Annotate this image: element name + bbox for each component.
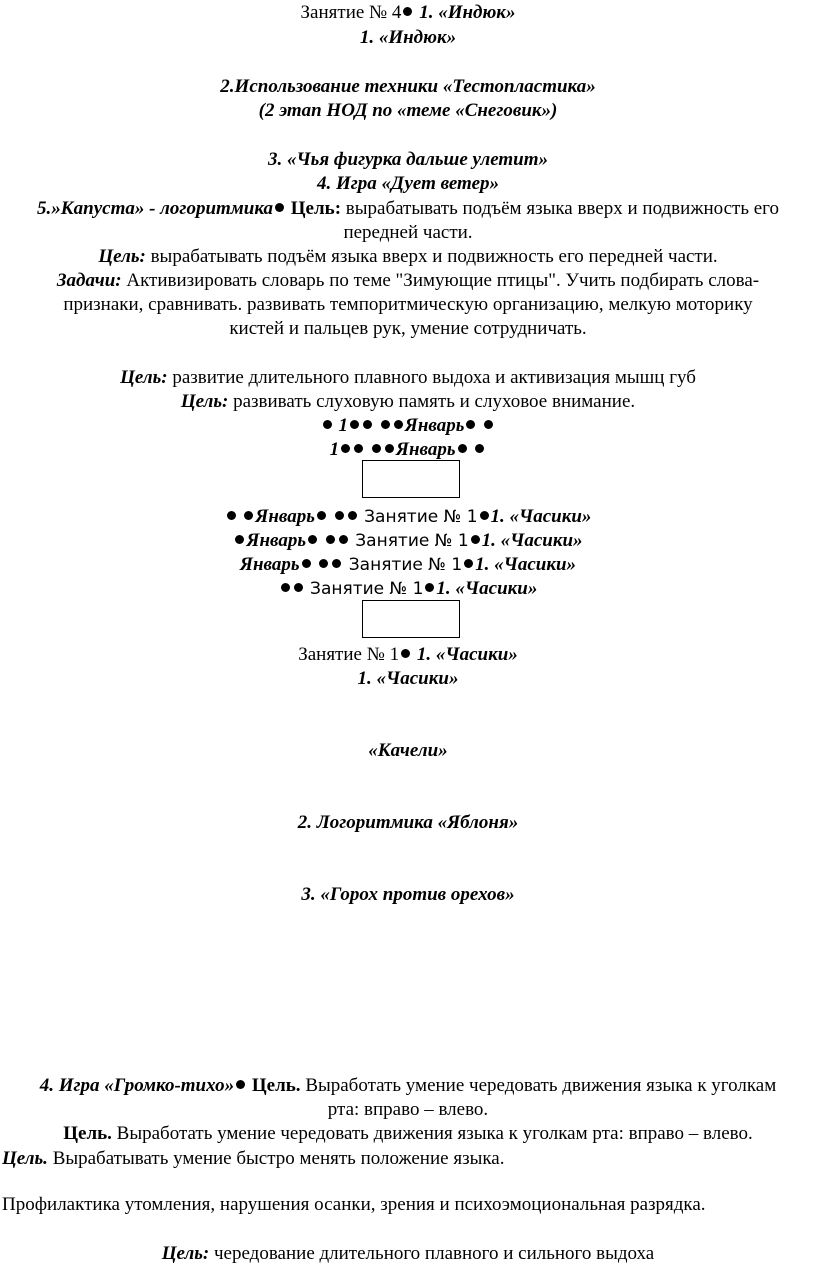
bullet-icon xyxy=(281,583,290,592)
bullet-icon xyxy=(332,559,341,568)
bullet-icon xyxy=(339,535,348,544)
item-gromko-tikho xyxy=(0,1074,816,1098)
item-yablonya: 2. Логоритмика «Яблоня» xyxy=(297,812,519,833)
tasks-text: Активизировать словарь по теме "Зимующие птицы". Учить подбирать слова- xyxy=(121,270,760,291)
bullet-icon xyxy=(227,511,236,520)
goal-label: Цель: xyxy=(161,1243,210,1264)
lesson-title: 1. «Часики» xyxy=(481,530,583,551)
goal-line xyxy=(2,1147,816,1171)
bullet-icon xyxy=(341,444,350,453)
month-name: Январь xyxy=(239,554,300,575)
month-name: Январь xyxy=(395,439,456,460)
goal-text: вырабатывать подъём языка вверх и подвижность его передней части. xyxy=(145,246,718,267)
bullet-icon xyxy=(401,649,410,658)
bullet-icon xyxy=(480,511,489,520)
goal-label: Цель: xyxy=(286,198,342,219)
item-chasiki: 1. «Часики» xyxy=(357,668,459,689)
item-snegovik: (2 этап НОД по «теме «Снеговик») xyxy=(258,100,558,121)
lesson-1-heading xyxy=(0,643,816,667)
lesson-4-heading xyxy=(0,1,816,25)
bullet-icon xyxy=(317,511,326,520)
goal-line xyxy=(0,245,816,269)
item-gorokh: 3. «Горох против орехов» xyxy=(301,884,515,905)
bullet-icon xyxy=(335,511,344,520)
month-number: 1 xyxy=(338,415,349,436)
month-number: 1 xyxy=(329,439,340,460)
bullet-icon xyxy=(348,511,357,520)
item-kapusta-title: 5.»Капуста» - логоритмика xyxy=(37,198,274,219)
goal-line xyxy=(0,390,816,414)
lesson-title: 1. «Часики» xyxy=(475,554,577,575)
item-figurka: 3. «Чья фигурка дальше улетит» xyxy=(267,149,549,170)
bullet-icon xyxy=(385,444,394,453)
bullet-icon xyxy=(394,420,403,429)
month-name: Январь xyxy=(255,506,315,527)
goal-line xyxy=(0,1122,816,1146)
chasiki-line xyxy=(0,577,816,601)
tasks-line xyxy=(0,269,816,293)
goal-label: Цель. xyxy=(247,1075,301,1096)
goal-label: Цель. xyxy=(2,1148,48,1169)
lesson-title: 1. «Часики» xyxy=(412,644,518,665)
lesson-title: 1. «Индюк» xyxy=(414,2,516,23)
item-indyuk: 1. «Индюк» xyxy=(359,27,457,48)
bullet-icon xyxy=(350,420,359,429)
goal-label: Цель: xyxy=(98,246,146,267)
bullet-icon xyxy=(235,535,244,544)
lesson-number: Занятие № 1 xyxy=(304,579,424,599)
bullet-icon xyxy=(372,444,381,453)
lesson-title: 1. «Часики» xyxy=(490,506,592,527)
lesson-number: Занятие № 1 xyxy=(343,555,463,575)
bullet-icon xyxy=(464,559,473,568)
item-testoplastika: 2.Использование техники «Тестопластика» xyxy=(220,76,596,97)
month-name: Январь xyxy=(404,415,465,436)
bullet-icon xyxy=(244,511,253,520)
goal-text: развитие длительного плавного выдоха и активизация мышц губ xyxy=(167,367,696,388)
goal-text: развивать слуховую память и слуховое внимание. xyxy=(228,391,636,412)
empty-box xyxy=(362,600,460,638)
tasks-text-cont: признаки, сравнивать. развивать темпоритмическую организацию, мелкую моторику xyxy=(63,294,753,315)
month-line xyxy=(0,438,816,462)
bullet-icon xyxy=(381,420,390,429)
bullet-icon xyxy=(354,444,363,453)
bullet-icon xyxy=(363,420,372,429)
bullet-icon xyxy=(403,7,412,16)
bullet-icon xyxy=(425,583,434,592)
lesson-number: Занятие № 4 xyxy=(300,2,402,23)
lesson-number: Занятие № 1 xyxy=(349,531,469,551)
chasiki-line xyxy=(0,553,816,577)
bullet-icon xyxy=(236,1080,245,1089)
goal-text: чередование длительного плавного и сильного выдоха xyxy=(209,1243,655,1264)
goal-text: Выработать умение чередовать движения языка к уголкам рта: вправо – влево. xyxy=(111,1123,753,1144)
goal-line xyxy=(0,1242,816,1266)
item-duet-veter: 4. Игра «Дует ветер» xyxy=(316,173,500,194)
tasks-text-cont: кистей и пальцев рук, умение сотрудничать. xyxy=(229,318,587,339)
goal-text-cont: рта: вправо – влево. xyxy=(327,1099,489,1120)
prevention-line: Профилактика утомления, нарушения осанки, зрения и психоэмоциональная разрядка. xyxy=(2,1194,706,1215)
bullet-icon xyxy=(475,444,484,453)
bullet-icon xyxy=(275,203,284,212)
item-kapusta xyxy=(0,197,816,221)
goal-label: Цель: xyxy=(180,391,229,412)
goal-text: Выработать умение чередовать движения языка к уголкам xyxy=(300,1075,777,1096)
bullet-icon xyxy=(484,420,493,429)
bullet-icon xyxy=(326,535,335,544)
bullet-icon xyxy=(294,583,303,592)
bullet-icon xyxy=(308,535,317,544)
goal-label: Цель: xyxy=(120,367,168,388)
goal-text-cont: передней части. xyxy=(343,222,473,243)
goal-text: Вырабатывать умение быстро менять положение языка. xyxy=(47,1148,505,1169)
lesson-number: Занятие № 1 xyxy=(298,644,400,665)
bullet-icon xyxy=(302,559,311,568)
bullet-icon xyxy=(466,420,475,429)
bullet-icon xyxy=(458,444,467,453)
chasiki-line xyxy=(0,529,816,553)
item-kacheli: «Качели» xyxy=(368,740,448,761)
item-gromko-tikho-title: 4. Игра «Громко-тихо» xyxy=(39,1075,235,1096)
month-name: Январь xyxy=(246,530,307,551)
bullet-icon xyxy=(323,420,332,429)
lesson-title: 1. «Часики» xyxy=(436,578,538,599)
lesson-number: Занятие № 1 xyxy=(358,507,478,527)
bullet-icon xyxy=(319,559,328,568)
goal-text: вырабатывать подъём языка вверх и подвижность его xyxy=(341,198,779,219)
empty-box xyxy=(362,460,460,498)
tasks-label: Задачи: xyxy=(56,270,122,291)
bullet-icon xyxy=(471,535,480,544)
month-line xyxy=(0,414,816,438)
chasiki-line xyxy=(0,505,816,529)
goal-line xyxy=(0,366,816,390)
goal-label: Цель. xyxy=(63,1123,112,1144)
